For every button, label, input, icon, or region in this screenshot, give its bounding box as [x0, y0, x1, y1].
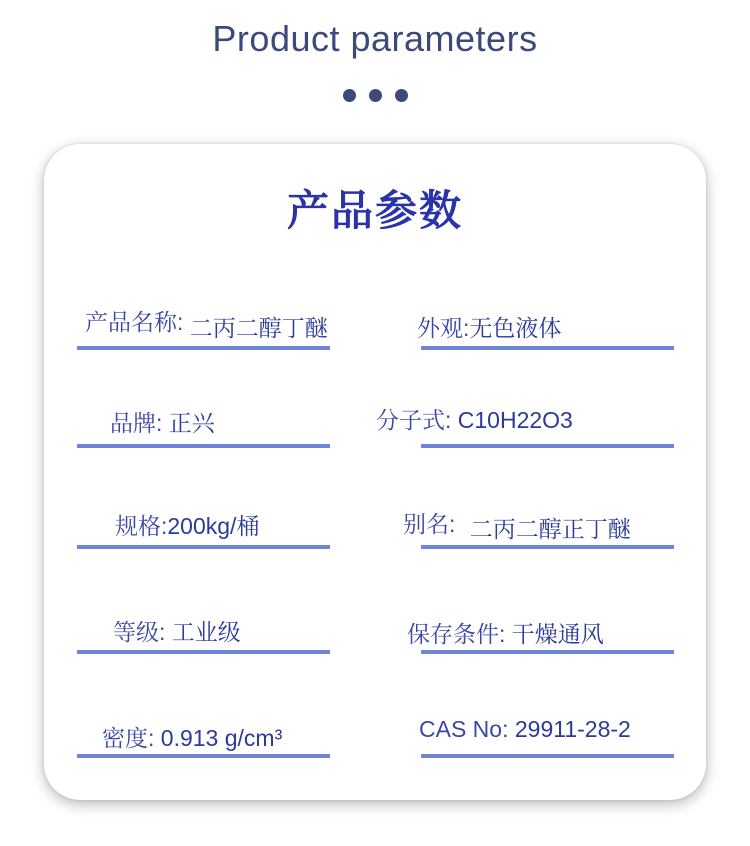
field-value: 200kg/桶	[167, 513, 260, 539]
field-grade	[113, 614, 241, 647]
field-label: 产品名称:	[85, 309, 184, 335]
field-density	[102, 720, 282, 753]
field-value: 无色液体	[469, 315, 562, 341]
field-value: 二丙二醇丁醚	[189, 315, 328, 341]
field-value: 正兴	[168, 410, 215, 436]
dots-divider	[0, 89, 750, 102]
field-label: 保存条件:	[407, 621, 506, 647]
field-value: 工业级	[171, 619, 241, 645]
dot	[369, 89, 382, 102]
field-label: 外观:	[417, 315, 470, 341]
field-underline	[421, 650, 674, 654]
field-value: 0.913 g/cm³	[160, 725, 283, 751]
field-formula	[376, 402, 573, 435]
field-label: 别名:	[403, 511, 456, 537]
field-underline	[421, 346, 674, 350]
dot	[343, 89, 356, 102]
field-alias	[403, 506, 631, 542]
field-value: 29911-28-2	[514, 716, 631, 742]
field-storage	[407, 616, 604, 649]
field-label: 等级:	[113, 619, 166, 645]
field-product-name	[85, 304, 328, 341]
field-label: 密度:	[102, 725, 155, 751]
field-specification	[115, 508, 259, 541]
field-underline	[77, 346, 330, 350]
field-underline	[77, 545, 330, 549]
field-label: 品牌:	[110, 410, 163, 436]
field-brand	[110, 405, 215, 438]
field-underline	[421, 444, 674, 448]
field-underline	[421, 754, 674, 758]
field-label: CAS No:	[419, 716, 509, 742]
field-value: 干燥通风	[511, 621, 604, 647]
field-label: 规格:	[115, 513, 168, 539]
field-label: 分子式:	[376, 407, 452, 433]
field-appearance	[417, 310, 561, 343]
field-value: C10H22O3	[457, 407, 573, 433]
field-underline	[77, 444, 330, 448]
field-value: 二丙二醇正丁醚	[469, 516, 631, 542]
dot	[395, 89, 408, 102]
field-underline	[77, 754, 330, 758]
field-cas-number	[419, 716, 631, 743]
field-underline	[421, 545, 674, 549]
parameters-card	[44, 144, 706, 800]
field-underline	[77, 650, 330, 654]
page-title: Product parameters	[212, 18, 538, 59]
card-title: 产品参数	[286, 187, 463, 234]
